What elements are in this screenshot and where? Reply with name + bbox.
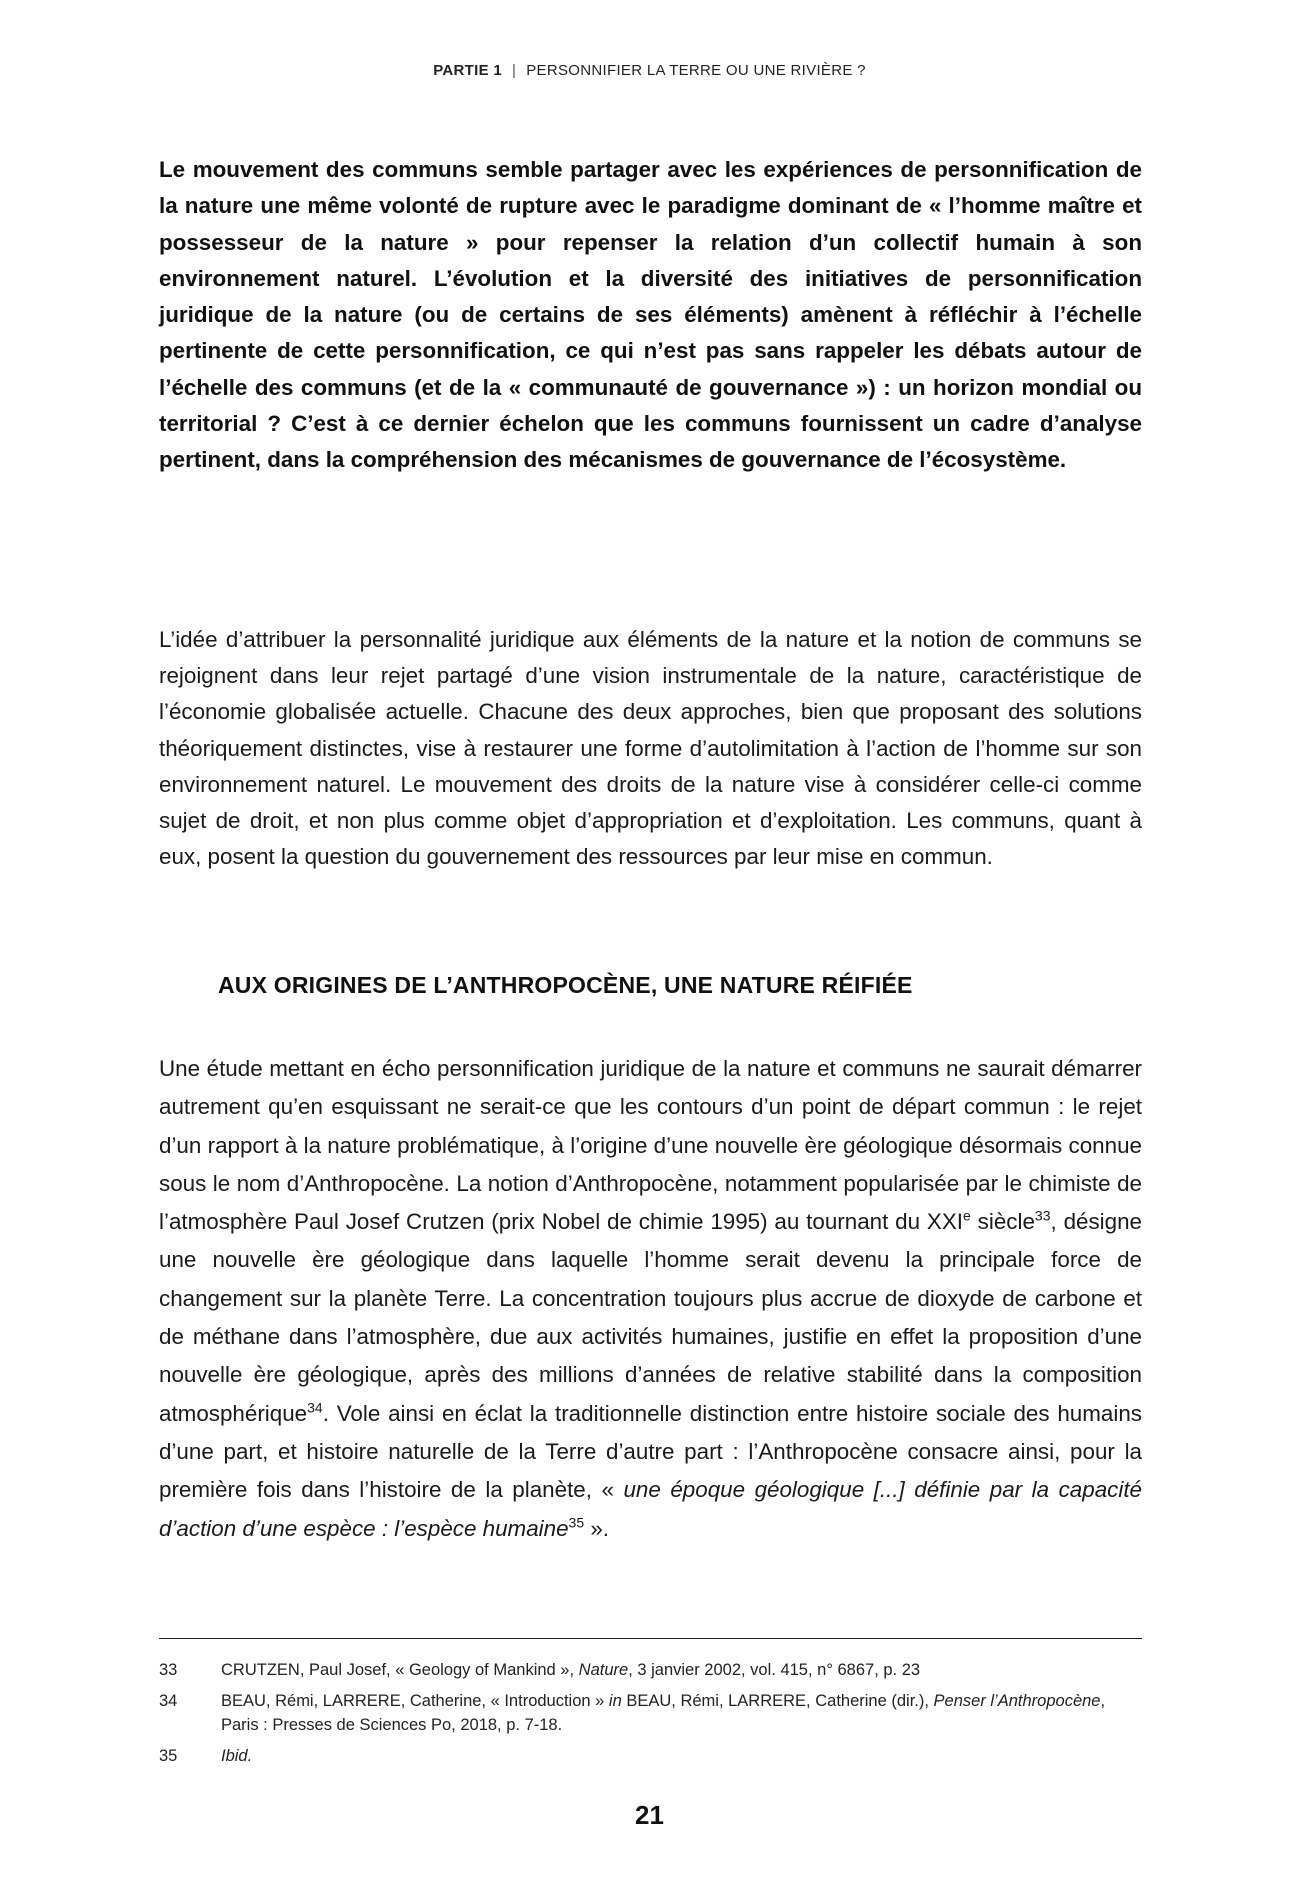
footnote-text-part: , 3 janvier 2002, vol. 415, n° 6867, p. 23	[628, 1661, 921, 1679]
quote: une époque géologique [...] définie par la capacité d’action d’une espèce : l’espèce humaine	[159, 1477, 1142, 1541]
footnote-text-part: , Paris : Presses de Sciences Po, 2018, p. 7-18.	[221, 1691, 1106, 1734]
page-number: 21	[635, 1800, 664, 1830]
section-heading: AUX ORIGINES DE L’ANTHROPOCÈNE, UNE NATURE RÉIFIÉE	[218, 972, 913, 998]
p2-text-5: ».	[584, 1515, 610, 1541]
header-title: PERSONNIFIER LA TERRE OU UNE RIVIÈRE ?	[526, 62, 866, 79]
p2-text-2: siècle	[970, 1209, 1035, 1235]
footnote-ibid: Ibid.	[221, 1746, 253, 1765]
footnote-text-part: BEAU, Rémi, LARRERE, Catherine, « Introduction »	[221, 1691, 609, 1710]
p2-text-4: . Vole ainsi en éclat la traditionnelle distinction entre histoire sociale des humains d’une part, et histoire naturelle de la Terre d’autre part : l’Anthropocène consacre ainsi, pour la première fois dans l’histoire de la planète, «	[159, 1400, 1142, 1503]
footnote-35	[159, 1744, 1142, 1769]
century-superscript: e	[963, 1207, 971, 1224]
footnote-ref-33[interactable]: 33	[1034, 1207, 1051, 1224]
footnote-text	[221, 1744, 1142, 1769]
running-header	[0, 62, 1299, 79]
footnote-ref-35[interactable]: 35	[568, 1514, 585, 1531]
footnotes	[159, 1658, 1142, 1774]
footnote-ref-34[interactable]: 34	[307, 1399, 323, 1416]
footnote-in: in	[608, 1691, 622, 1710]
footnote-33	[159, 1658, 1142, 1683]
body-paragraph-2	[159, 1050, 1142, 1548]
p2-text-3: , désigne une nouvelle ère géologique dans laquelle l’homme serait devenu la principale force de changement sur la planète Terre. La concentration toujours plus accrue de dioxyde de carbone et de méthane dans l’atmosphère, due aux activités humaines, justifie en effet la proposition d’une nouvelle ère géologique, après des millions d’années de relative stabilité dans la composition atmosphérique	[159, 1209, 1142, 1426]
intro-paragraph: Le mouvement des communs semble partager avec les expériences de personnification de la nature une même volonté de rupture avec le paradigme dominant de « l’homme maître et possesseur de la nature » pour repenser la relation d’un collectif humain à son environnement naturel. L’évolution et la diversité des initiatives de personnification juridique de la nature (ou de certains de ses éléments) amènent à réfléchir à l’échelle pertinente de cette personnification, ce qui n’est pas sans rappeler les débats autour de l’échelle des communs (et de la « communauté de gouvernance ») : un horizon mondial ou territorial ? C’est à ce dernier échelon que les communs fournissent un cadre d’analyse pertinent, dans la compréhension des mécanismes de gouvernance de l’écosystème.	[159, 157, 1142, 473]
header-part: PARTIE 1	[433, 62, 503, 79]
footnote-text	[221, 1689, 1142, 1738]
body-paragraph-1: L’idée d’attribuer la personnalité juridique aux éléments de la nature et la notion de communs se rejoignent dans leur rejet partagé d’une vision instrumentale de la nature, caractéristique de l’économie globalisée actuelle. Chacune des deux approches, bien que proposant des solutions théoriquement distinctes, vise à restaurer une forme d’autolimitation à l’action de l’homme sur son environnement naturel. Le mouvement des droits de la nature vise à considérer celle-ci comme sujet de droit, et non plus comme objet d’appropriation et d’exploitation. Les communs, quant à eux, posent la question du gouvernement des ressources par leur mise en commun.	[159, 627, 1142, 870]
footnote-text-part: CRUTZEN, Paul Josef, « Geology of Mankind »,	[221, 1661, 579, 1679]
footnote-journal: Nature	[578, 1661, 629, 1679]
header-separator: |	[512, 62, 517, 79]
footnote-text	[221, 1658, 1142, 1683]
p2-text-1: Une étude mettant en écho personnification juridique de la nature et communs ne saurait démarrer autrement qu’en esquissant ne serait-ce que les contours d’un point de départ commun : le rejet d’un rapport à la nature problématique, à l’origine d’une nouvelle ère géologique désormais connue sous le nom d’Anthropocène. La notion d’Anthropocène, notamment popularisée par le chimiste de l’atmosphère Paul Josef Crutzen (prix Nobel de chimie 1995) au tournant du XXI	[159, 1056, 1142, 1235]
footnote-number: 35	[159, 1746, 178, 1765]
footnote-text-part: BEAU, Rémi, LARRERE, Catherine (dir.),	[621, 1691, 934, 1710]
footnote-34	[159, 1689, 1142, 1738]
footnote-book-title: Penser l’Anthropocène	[933, 1691, 1101, 1710]
footnote-divider	[159, 1638, 1142, 1639]
footnote-number: 34	[159, 1691, 178, 1710]
footnote-number: 33	[159, 1661, 178, 1679]
